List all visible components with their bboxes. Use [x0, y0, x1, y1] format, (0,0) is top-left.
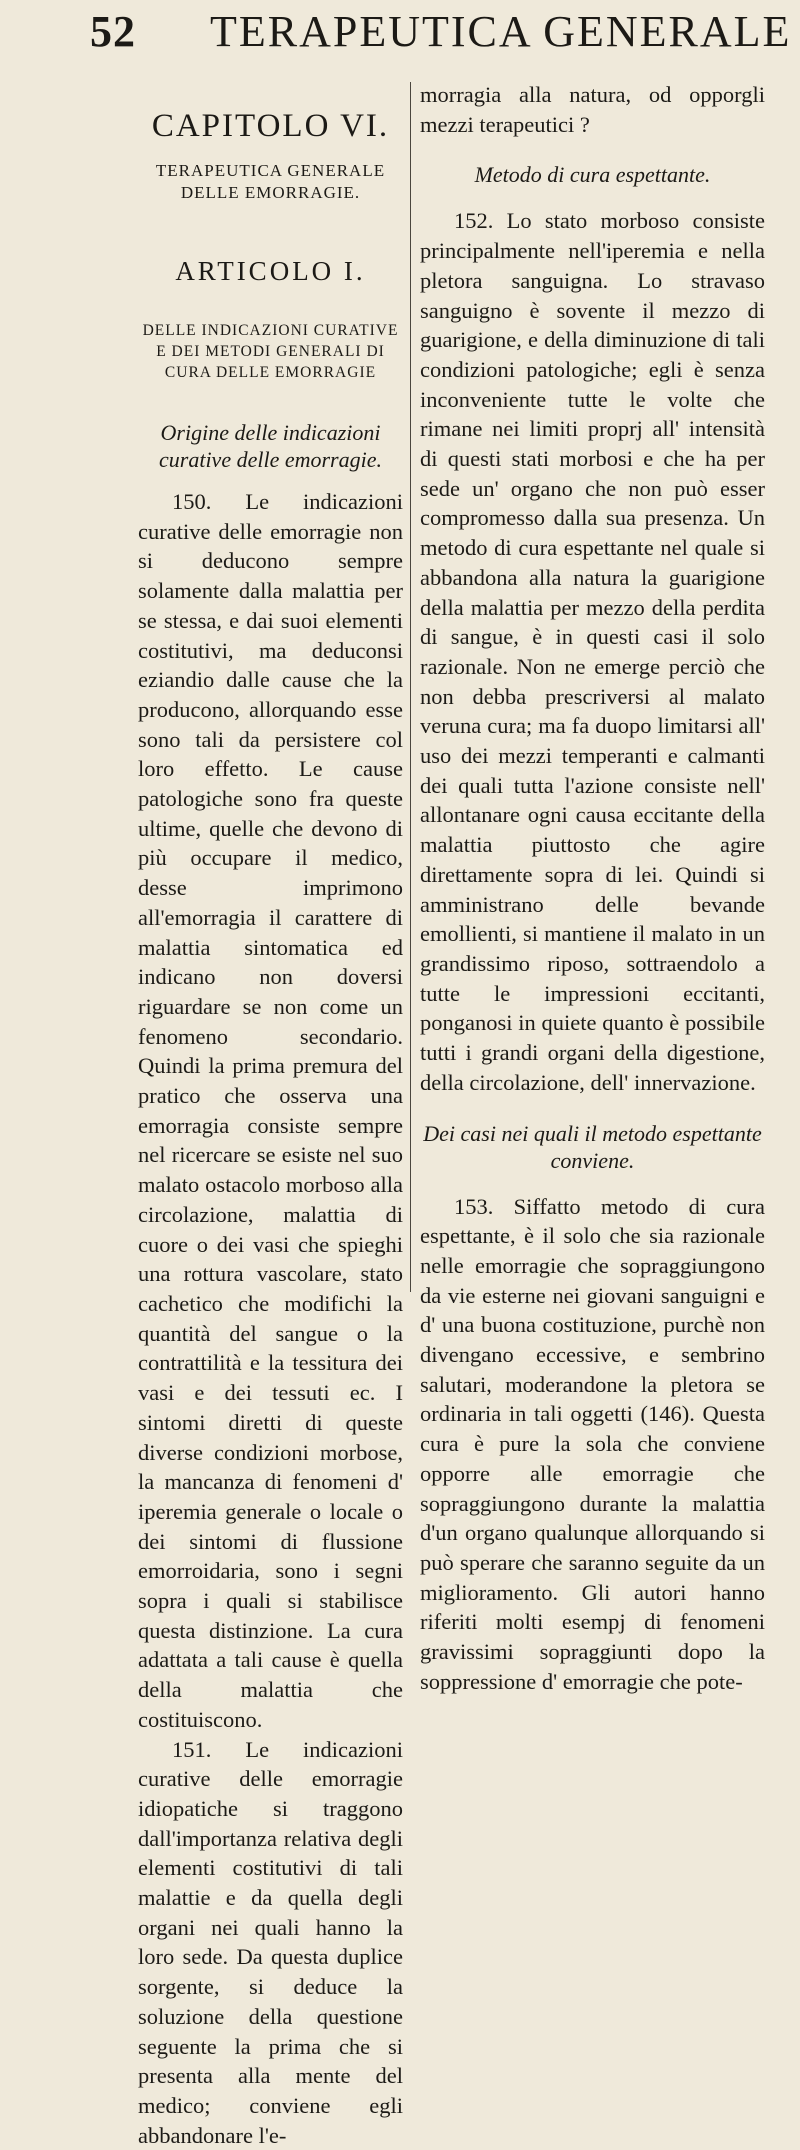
article-title: ARTICOLO I.	[175, 256, 366, 286]
paragraph-151: 151. Le indicazioni curative delle emorragie idiopatiche si traggono dall'importanza relativa degli elementi costitutivi di tali malattie e da quella degli organi nei quali hanno la loro sede. Da questa duplice sorgente, si deduce la soluzione della questione seguente la prima che si presenta alla mente del medico; conviene egli abbandonare l'e-	[138, 1736, 403, 2148]
chapter-subtitle: TERAPEUTICA GENERALE DELLE EMORRAGIE.	[155, 161, 386, 202]
page-number: 52	[90, 7, 136, 56]
right-column	[420, 80, 765, 1696]
running-title: TERAPEUTICA GENERALE	[210, 7, 792, 56]
paragraph-continuation: morragia alla natura, od opporgli mezzi terapeutici ?	[420, 82, 765, 137]
left-column	[138, 80, 403, 2150]
section-heading-origin: Origine delle indicazioni curative delle emorragie.	[159, 420, 382, 472]
section-heading-expectant: Metodo di cura espettante.	[474, 162, 711, 188]
paragraph-153: 153. Siffatto metodo di cura espettante, è il solo che sia razionale nelle emorragie che sopraggiungono da vie esterne nei giovani sanguigni e d' una buona costituzione, purchè non divengano eccessive, e sembrino salutari, moderandone la pletora se ordinaria in tali oggetti (146). Questa cura è pure la sola che conviene opporre alle emorragie che sopraggiungono durante la malattia d'un organo qualunque allorquando si può sperare che saranno seguite da un miglioramento. Gli autori hanno riferiti molti esempj di fenomeni gravissimi sopraggiunti dopo la soppressione d' emorragie che pote-	[420, 1193, 765, 1694]
column-divider	[410, 82, 411, 1292]
section-heading-cases: Dei casi nei quali il metodo espettante conviene.	[423, 1120, 762, 1173]
paragraph-150: 150. Le indicazioni curative delle emorragie non si deducono sempre solamente dalla malattia per se stessa, e dai suoi elementi costitutivi, ma deduconsi eziandio dalle cause che la producono, allorquando esse sono tali da persistere col loro effetto. Le cause patologiche sono fra queste ultime, quelle che devono di più occupare il medico, desse imprimono all'emorragia il carattere di malattia sintomatica ed indicano non doversi riguardare se non come un fenomeno secondario. Quindi la prima premura del pratico che osserva una emorragia consiste sempre nel ricercare se esiste nel suo malato ostacolo morboso alla circolazione, malattia di cuore o dei vasi che spieghi una rottura vascolare, stato cachetico che modifichi la quantità del sangue o la contrattilità e la tessitura dei vasi e dei tessuti ec. I sintomi diretti di queste diverse condizioni morbose, la mancanza di fenomeni d' iperemia generale o locale o dei sintomi di flussione emorroidaria, sono i segni sopra i quali si stabilisce questa distinzione. La cura adattata a tali cause è quella della malattia che costituiscono.	[138, 489, 403, 1732]
page-header	[0, 0, 800, 90]
paragraph-152: 152. Lo stato morboso consiste principalmente nell'iperemia e nella pletora sanguigna. Lo stravaso sanguigno è sovente il mezzo di guarigione, e della diminuzione di tali condizioni patologiche; egli è senza inconveniente tutte le volte che rimane nei limiti proprj all' intensità di questi stati morbosi e che ha per sede un' organo che non può esser compromesso dalla sua presenza. Un metodo di cura espettante nel quale si abbandona alla natura la guarigione della malattia per mezzo della perdita di sangue, è in questi casi il solo razionale. Non ne emerge perciò che non debba prescriversi al malato veruna cura; ma fa duopo limitarsi all' uso dei mezzi temperanti e calmanti dei quali tutta l'azione consiste nell' allontanare ogni causa eccitante della malattia piuttosto che agire direttamente sopra di lei. Quindi si amministrano delle bevande emollienti, si mantiene il malato in un grandissimo riposo, sottraendolo a tutte le impressioni eccitanti, ponganosi in quiete quanto è possibile tutti i grandi organi della digestione, della circolazione, dell' innervazione.	[420, 208, 765, 1095]
chapter-title: CAPITOLO VI.	[151, 108, 390, 144]
article-subtitle: DELLE INDICAZIONI CURATIVE E DEI METODI GENERALI DI CURA DELLE EMORRAGIE	[142, 322, 399, 381]
